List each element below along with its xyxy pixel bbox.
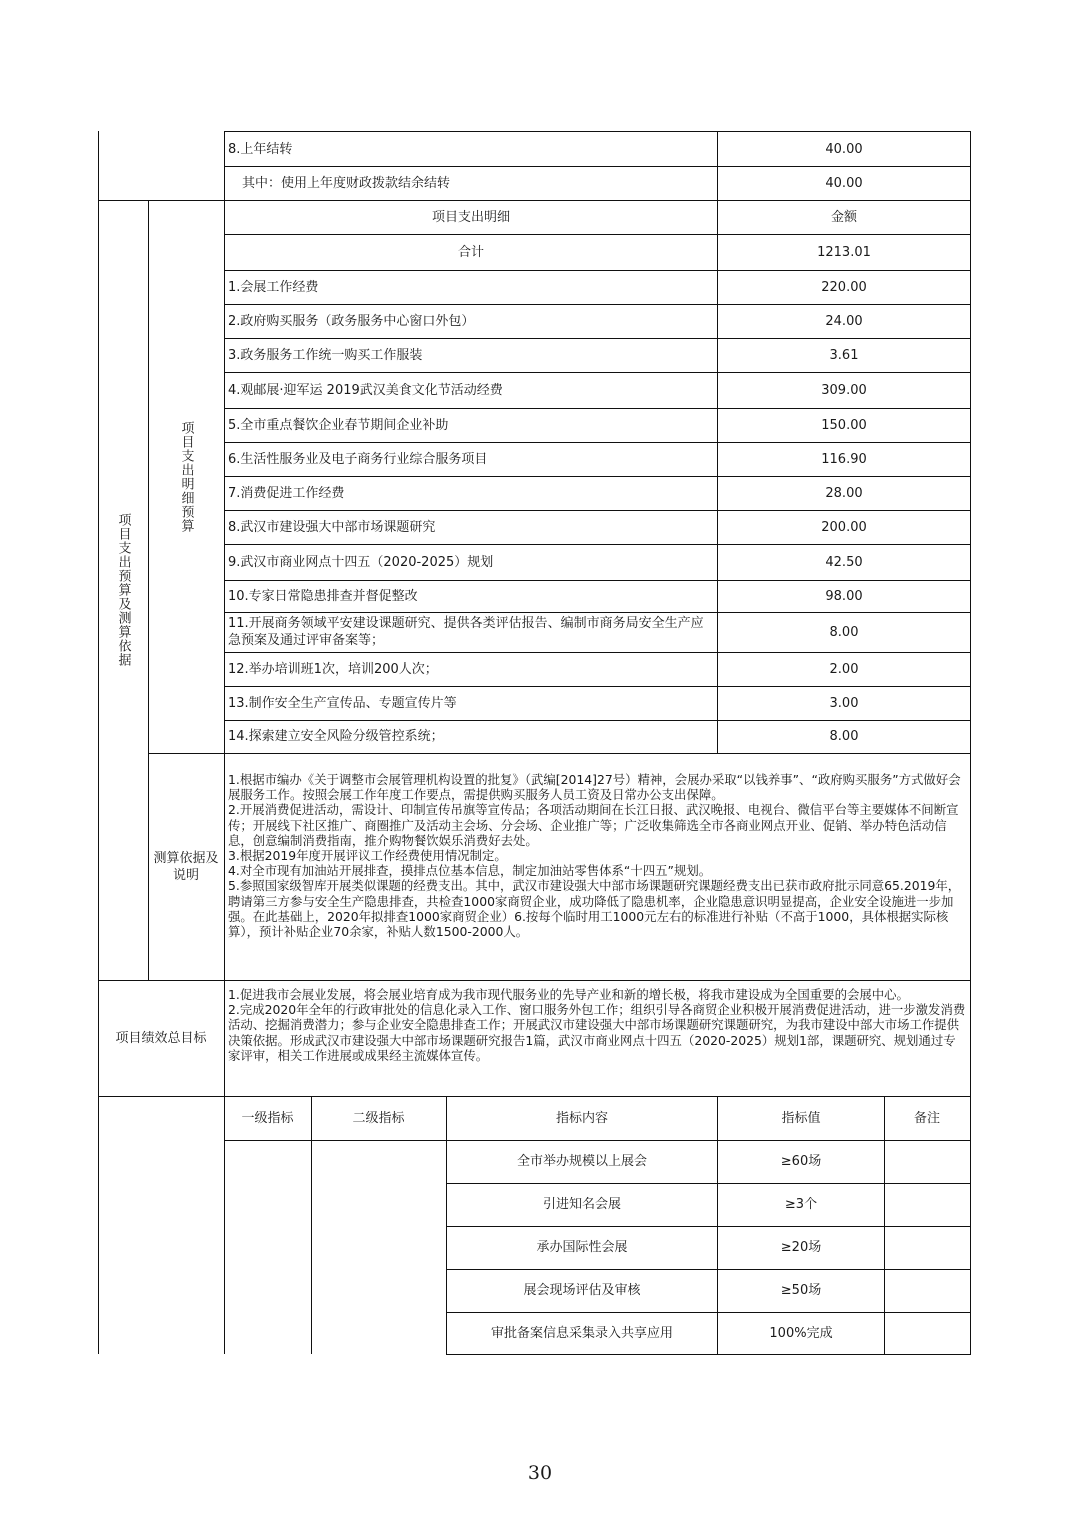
detail-header-amount: 金额: [830, 209, 857, 225]
item-value: 2.00: [829, 661, 859, 677]
item-label: 4.观邮展·迎军运 2019武汉美食文化节活动经费: [228, 382, 503, 398]
item-label: 14.探索建立安全风险分级管控系统；: [228, 729, 444, 744]
indicator-note: [884, 1312, 970, 1354]
carryover-value: 40.00: [825, 175, 863, 191]
indicator-content: 审批备案信息采集录入共享应用: [490, 1325, 673, 1341]
basis-paragraph: 3.根据2019年度开展评议工作经费使用情况制定。: [228, 848, 507, 864]
item-value: 3.00: [829, 695, 859, 711]
grid-line: [224, 686, 971, 687]
indicator-header-note: 备注: [913, 1111, 940, 1126]
indicator-note: [884, 1226, 970, 1269]
grid-line: [224, 372, 971, 373]
grid-line: [446, 1354, 971, 1355]
grid-line: [224, 442, 971, 443]
item-label: 12.举办培训班1次，培训200人次；: [228, 661, 438, 677]
grid-line: [224, 1140, 971, 1141]
item-label: 3.政务服务工作统一购买工作服装: [228, 347, 423, 363]
indicator-header-content: 指标内容: [555, 1111, 608, 1126]
goal-paragraph: 2.完成2020年全年的行政审批处的信息化录入工作、窗口服务外包工作；组织引导各商贸企业积极开展消费促进活动，进一步激发消费活动、挖掘消费潜力；参与企业安全隐患排查工作；开展武汉市建设强大中部市场课题研究课题研究，为我市建设中部大市场工作提供决策依据。形成武汉市建设强大中部市场课题研究报告1篇，武汉市商业网点十四五（2020-2025）规划1部，课题研究、规划通过专家评审，相关工作进展或成果经主流媒体宣传。: [228, 1002, 966, 1063]
grid-line: [224, 408, 971, 409]
grid-line: [148, 753, 971, 754]
grid-line: [98, 131, 99, 1354]
page-number: 30: [527, 1462, 553, 1484]
indicator-header-level1: 一级指标: [241, 1111, 294, 1126]
indicator-note: [884, 1140, 970, 1183]
section-budget-label: 项目支出预算及测算依据: [115, 513, 131, 667]
grid-line: [224, 338, 971, 339]
goal-label: 项目绩效总目标: [115, 1030, 207, 1046]
item-label: 11.开展商务领域平安建设课题研究、提供各类评估报告、编制市商务局安全生产应急预案及通过评审备案等；: [228, 616, 704, 648]
item-value: 220.00: [821, 279, 867, 295]
grid-line: [224, 476, 971, 477]
item-value: 3.61: [829, 347, 859, 363]
item-value: 42.50: [825, 554, 863, 570]
indicator-value: ≥50场: [780, 1283, 822, 1298]
basis-label: 测算依据及说明: [153, 850, 219, 883]
grid-line: [224, 304, 971, 305]
item-label: 5.全市重点餐饮企业春节期间企业补助: [228, 417, 449, 433]
total-value: 1213.01: [817, 244, 871, 260]
grid-line: [98, 980, 971, 981]
grid-line: [98, 200, 971, 201]
grid-line: [224, 612, 971, 613]
grid-line: [970, 131, 971, 1355]
indicator-value: ≥20场: [780, 1240, 822, 1255]
indicator-note: [884, 1183, 970, 1226]
goal-paragraph: 1.促进我市会展业发展，将会展业培育成为我市现代服务业的先导产业和新的增长极，将我市建设成为全国重要的会展中心。: [228, 987, 909, 1002]
item-value: 24.00: [825, 313, 863, 329]
grid-line: [224, 131, 971, 132]
grid-line: [224, 510, 971, 511]
indicator-content: 全市举办规模以上展会: [516, 1154, 647, 1169]
grid-line: [446, 1312, 971, 1313]
grid-line: [224, 270, 971, 271]
indicator-value: 100%完成: [769, 1325, 833, 1341]
grid-line: [224, 720, 971, 721]
indicator-header-level2: 二级指标: [352, 1111, 405, 1126]
grid-line: [224, 544, 971, 545]
basis-paragraph: 5.参照国家级智库开展类似课题的经费支出。其中，武汉市建设强大中部市场课题研究课题经费支出已获市政府批示同意65.2019年，聘请第三方参与安全生产隐患排查，共检查1000家商贸企业，成功降低了隐患机率，企业隐患意识明显提高，企业安全设施进一步加强。在此基础上，2020年拟排查1000家商贸企业）6.按每个临时用工1000元左右的标准进行补贴（不高于1000，具体根据实际核算），预计补贴企业70余家，补贴人数1500-2000人。: [228, 878, 961, 940]
item-value: 8.00: [829, 624, 859, 640]
item-label: 7.消费促进工作经费: [228, 485, 345, 501]
detail-budget-label: 项目支出明细预算: [178, 420, 194, 533]
item-value: 8.00: [829, 729, 859, 744]
indicator-content: 承办国际性会展: [536, 1240, 628, 1255]
item-label: 1.会展工作经费: [228, 279, 319, 295]
basis-text: [224, 770, 970, 976]
grid-line: [446, 1226, 971, 1227]
grid-line: [98, 1096, 971, 1097]
detail-header-item: 项目支出明细: [431, 209, 510, 225]
basis-paragraph: 1.根据市编办《关于调整市会展管理机构设置的批复》（武编[2014]27号）精神，会展办采取“以钱养事”、“政府购买服务”方式做好会展服务工作。按照会展工作年度工作要点，需提供购买服务人员工资及日常办公支出保障。: [228, 772, 961, 803]
goal-text: [224, 985, 970, 1095]
grid-line: [446, 1269, 971, 1270]
item-value: 200.00: [821, 519, 867, 535]
grid-line: [311, 1097, 312, 1354]
indicator-content: 展会现场评估及审核: [523, 1283, 641, 1298]
item-label: 10.专家日常隐患排查并督促整改: [228, 588, 418, 604]
basis-paragraph: 2.开展消费促进活动，需设计、印制宣传吊旗等宣传品；各项活动期间在长江日报、武汉晚报、电视台、微信平台等主要媒体不间断宣传；开展线下社区推广、商圈推广及活动主会场、分会场、企业推广等；广泛收集筛选全市各商业网点开业、促销、举办特色活动信息，创意编制消费指南，推介购物餐饮娱乐消费好去处。: [228, 802, 959, 848]
carryover-label: 其中：使用上年度财政拨款结余结转: [242, 175, 451, 191]
item-label: 6.生活性服务业及电子商务行业综合服务项目: [228, 451, 488, 467]
indicator-note: [884, 1269, 970, 1312]
item-value: 150.00: [821, 417, 867, 433]
indicator-value: ≥3个: [784, 1197, 818, 1212]
item-label: 13.制作安全生产宣传品、专题宣传片等: [228, 695, 457, 711]
grid-line: [224, 131, 225, 1354]
grid-line: [224, 652, 971, 653]
item-label: 2.政府购买服务（政务服务中心窗口外包）: [228, 313, 475, 329]
grid-line: [224, 166, 971, 167]
grid-line: [148, 200, 149, 980]
indicator-value: ≥60场: [780, 1154, 822, 1169]
total-label: 合计: [457, 244, 484, 260]
grid-line: [446, 1183, 971, 1184]
grid-line: [224, 234, 971, 235]
item-label: 8.武汉市建设强大中部市场课题研究: [228, 519, 436, 535]
item-value: 98.00: [825, 588, 863, 604]
basis-paragraph: 4.对全市现有加油站开展排查，摸排点位基本信息，制定加油站零售体系“十四五”规划。: [228, 863, 712, 879]
grid-line: [224, 580, 971, 581]
item-value: 309.00: [821, 382, 867, 398]
indicator-content: 引进知名会展: [542, 1197, 621, 1212]
carryover-value: 40.00: [825, 141, 863, 157]
item-value: 116.90: [821, 451, 867, 467]
item-label: 9.武汉市商业网点十四五（2020-2025）规划: [228, 554, 494, 570]
carryover-label: 8.上年结转: [228, 141, 293, 157]
indicator-header-value: 指标值: [781, 1111, 821, 1126]
item-value: 28.00: [825, 485, 863, 501]
